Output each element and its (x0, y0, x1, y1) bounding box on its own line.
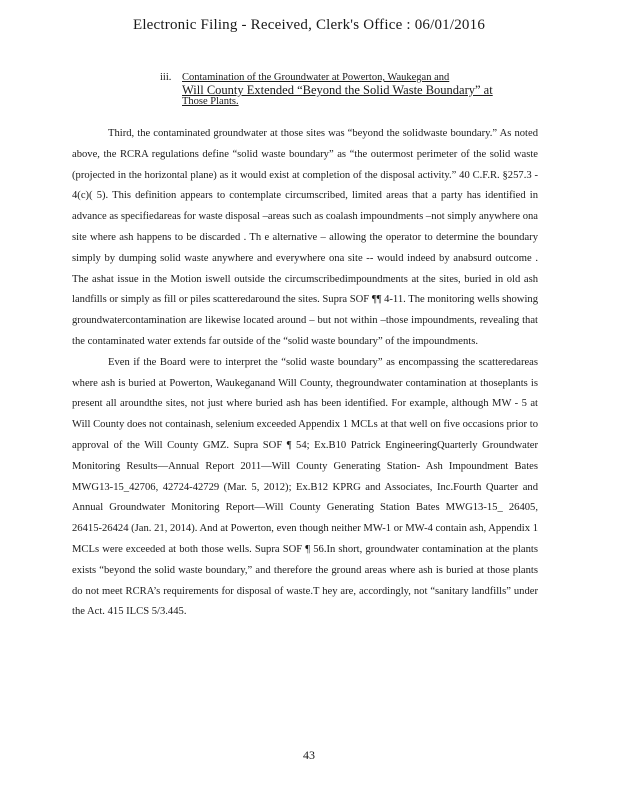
section-heading-line-2: Will County Extended “Beyond the Solid Waste Boundary” at (182, 83, 493, 97)
filing-header: Electronic Filing - Received, Clerk's Office : 06/01/2016 (132, 17, 486, 33)
section-heading-line-3: Those Plants. (182, 96, 239, 107)
section-number: iii. (160, 72, 172, 83)
page-number: 43 (303, 748, 315, 762)
paragraph: Third, the contaminated groundwater at those sites was “beyond the solidwaste boundary.” As noted above, the RCRA regulations define “solid waste boundary” as “the outermost perimeter of the solid waste (projected in the horizontal plane) as it would exist at completion of the disposal activity.” 40 C.F.R. §257.3 - 4(c)( 5). This definition appears to contemplate circumscribed, limited areas that a party has identified in advance as specifiedareas for waste disposal –areas such as coalash impoundments –not simply anywhere ona site where ash happens to be discarded . Th e alternative – allowing the operator to determine the boundary simply by dumping solid waste anywhere and everywhere ona site -- would indeed by anabsurd outcome . The ashat issue in the Motion iswell outside the circumscribedimpoundments at the sites, buried in old ash landfills or simply as fill or piles scatteredaround the sites. Supra SOF ¶¶ 4-11. The monitoring wells showing groundwatercontamination are likewise located around – but not within –those impoundments, revealing that the contaminated water extends far outside of the “solid waste boundary” of the impoundments. (72, 128, 538, 347)
body-text (72, 124, 538, 623)
paragraph: Even if the Board were to interpret the “solid waste boundary” as encompassing the scatteredareas where ash is buried at Powerton, Waukeganand Will County, thegroundwater contamination at thoseplants is present all aroundthe sites, not just where buried ash has been identified. For example, although MW - 5 at Will County does not containash, selenium exceeded Appendix 1 MCLs at that well on five occasions prior to approval of the Will County GMZ. Supra SOF ¶ 54; Ex.B10 Patrick EngineeringQuarterly Groundwater Monitoring Results—Annual Report 2011—Will County Generating Station- Ash Impoundment Bates MWG13-15_42706, 42724-42729 (Mar. 5, 2012); Ex.B12 KPRG and Associates, Inc.Fourth Quarter and Annual Groundwater Monitoring Report—Will County Generating Station Bates MWG13-15_ 26405, 26415-26424 (Jan. 21, 2014). And at Powerton, even though neither MW-1 or MW-4 contain ash, Appendix 1 MCLs were exceeded at both those wells. Supra SOF ¶ 56.In short, groundwater contamination at the plants exists “beyond the solid waste boundary,” and therefore the ground areas where ash is buried at those plants do not meet RCRA’s requirements for disposal of waste.T hey are, accordingly, not “sanitary landfills” under the Act. 415 ILCS 5/3.445. (72, 356, 538, 618)
section-heading-line-1: Contamination of the Groundwater at Powerton, Waukegan and (182, 72, 450, 83)
section-heading (160, 72, 520, 108)
